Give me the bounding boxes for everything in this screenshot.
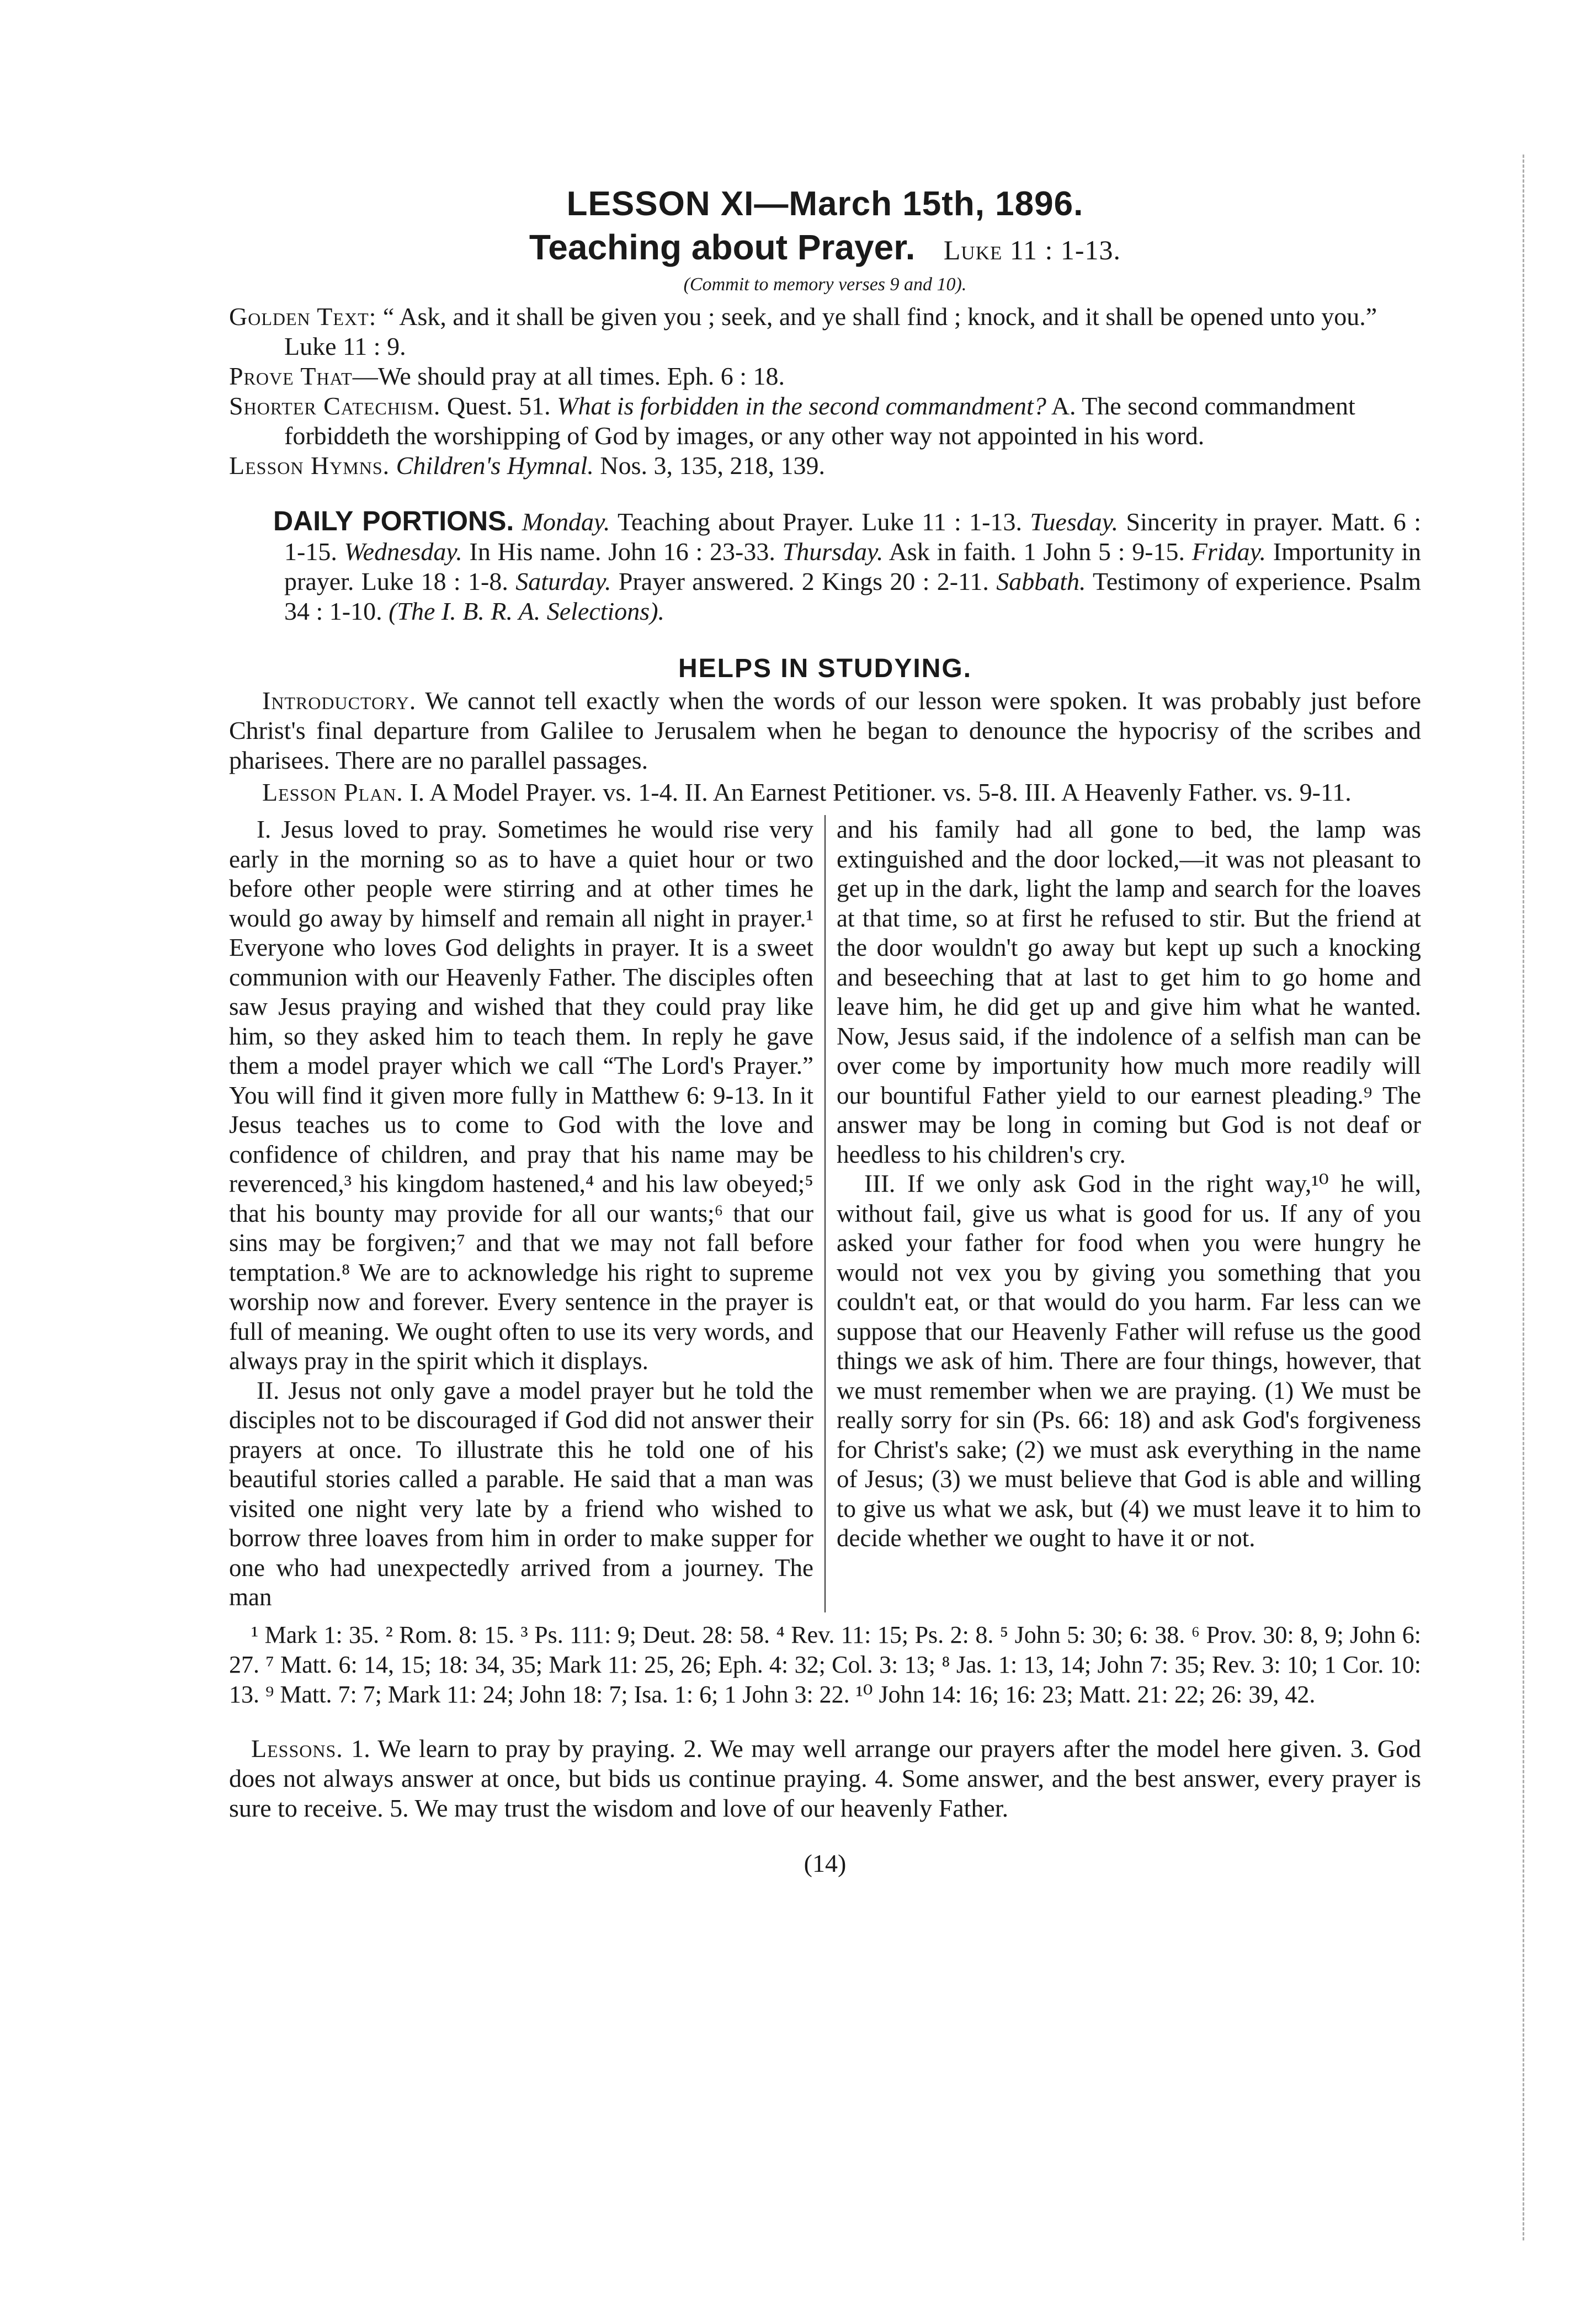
prove-that [229, 361, 1421, 391]
daily-tuesday-text: Sincerity in prayer. Matt. 6 : 1-15. [284, 508, 1421, 566]
left-column [229, 815, 824, 1612]
section-two-paragraph: II. Jesus not only gave a model prayer but he told the disciples not to be discouraged if God did not answer their prayers at once. To illustrate this he told one of his beautiful stories called a parable. He said that a man was visited one night very late by a friend who wished to borrow three loaves from him in order to make supper for one who had unexpectedly arrived from a journey. The man [229, 1376, 813, 1611]
catechism-quest: Quest. 51. [446, 392, 551, 420]
shorter-catechism [229, 391, 1421, 451]
daily-wednesday: Wednesday. [344, 537, 462, 566]
hymns-label: Lesson Hymns. [229, 451, 390, 480]
daily-friday: Friday. [1191, 537, 1266, 566]
memory-verse-note: (Commit to memory verses 9 and 10). [683, 274, 967, 295]
page-number: (14) [804, 1849, 847, 1877]
daily-portions [229, 506, 1421, 626]
daily-saturday-text: Prayer answered. 2 Kings 20 : 2-11. [618, 567, 989, 595]
lesson-plan-label: Lesson Plan. [262, 778, 403, 806]
introductory-label: Introductory. [262, 686, 417, 715]
hymns-book: Children's Hymnal. [396, 451, 594, 480]
introductory-body: We cannot tell exactly when the words of our lesson were spoken. It was probably just before Christ's final departure from Galilee to Jerusalem when he began to denounce the hypocrisy of the scribes and pharisees. There are no parallel passages. [229, 686, 1421, 774]
document-page [229, 182, 1421, 1878]
section-three-paragraph: III. If we only ask God in the right way,¹⁰ he will, without fail, give us what is good for us. If any of you asked your father for food when you were hungry he would not vex you by giving you something that you couldn't eat, or that would do you harm. Far less can we suppose that our Heavenly Father will refuse us the good things we ask of him. There are four things, however, that we must remember when we are praying. (1) We must be really sorry for sin (Ps. 66: 18) and ask God's forgiveness for Christ's sake; (2) we must ask everything in the name of Jesus; (3) we must believe that God is able and willing to give us what we ask, but (4) we must leave it to him to decide whether we ought to have it or not. [837, 1170, 1421, 1552]
catechism-answer: A. The second commandment forbiddeth the worshipping of God by images, or any other way not appointed in his word. [284, 392, 1355, 450]
scripture-reference: Luke 11 : 1-13. [943, 235, 1121, 265]
lesson-plan [229, 778, 1421, 807]
lesson-title: LESSON XI—March 15th, 1896. [566, 185, 1084, 223]
page-edge-marks [1519, 155, 1524, 2240]
daily-thursday: Thursday. [782, 537, 884, 566]
daily-friday-text: Importunity in prayer. Luke 18 : 1-8. [284, 537, 1422, 595]
daily-sabbath: Sabbath. [996, 567, 1086, 595]
prove-that-label: Prove That [229, 362, 353, 390]
daily-monday-text: Teaching about Prayer. Luke 11 : 1-13. [618, 508, 1022, 536]
golden-text-body: “ Ask, and it shall be given you ; seek, and ye shall find ; knock, and it shall be opened unto you.” Luke 11 : 9. [284, 302, 1377, 360]
lesson-hymns [229, 451, 1421, 481]
daily-tuesday: Tuesday. [1030, 508, 1119, 536]
lessons-label: Lessons. [251, 1734, 343, 1763]
daily-saturday: Saturday. [515, 567, 611, 595]
lessons [229, 1734, 1421, 1823]
section-two-continued: and his family had all gone to bed, the lamp was extinguished and the door locked,—it was not pleasant to get up in the dark, light the lamp and search for the loaves at that time, so at first he refused to stir. But the friend at the door wouldn't go away but kept up such a knocking and beseeching that at last to get him to go home and leave him, he did get up and give him what he wanted. Now, Jesus said, if the indolence of a selfish man can be over come by importunity how much more readily will our bountiful Father yield to our earnest pleading.⁹ The answer may be long in coming but God is not deaf or heedless to his children's cry. [837, 816, 1421, 1168]
catechism-question: What is forbidden in the second commandment? [557, 392, 1046, 420]
lessons-body: 1. We learn to pray by praying. 2. We may well arrange our prayers after the model here given. 3. God does not always answer at once, but bids us continue praying. 4. Some answer, and the best answer, every prayer is sure to receive. 5. We may trust the wisdom and love of our heavenly Father. [229, 1734, 1421, 1822]
golden-text-label: Golden Text: [229, 302, 377, 331]
hymns-numbers: Nos. 3, 135, 218, 139. [600, 451, 826, 480]
daily-thursday-text: Ask in faith. 1 John 5 : 9-15. [889, 537, 1185, 566]
two-column-commentary [229, 815, 1421, 1612]
footnotes: ¹ Mark 1: 35. ² Rom. 8: 15. ³ Ps. 111: 9; Deut. 28: 58. ⁴ Rev. 11: 15; Ps. 2: 8. ⁵ John 5: 30; 6: 38. ⁶ Prov. 30: 8, 9; John 6: 27. ⁷ Matt. 6: 14, 15; 18: 34, 35; Mark 11: 25, 26; Eph. 4: 32; Col. 3: 13; ⁸ Jas. 1: 13, 14; John 7: 35; Rev. 3: 10; 1 Cor. 10: 13. ⁹ Matt. 7: 7; Mark 11: 24; John 18: 7; Isa. 1: 6; 1 John 3: 22. ¹⁰ John 14: 16; 16: 23; Matt. 21: 22; 26: 39, 42. [229, 1621, 1421, 1708]
prove-that-body: —We should pray at all times. Eph. 6 : 18. [352, 362, 785, 390]
helps-heading: HELPS IN STUDYING. [678, 654, 972, 683]
catechism-label: Shorter Catechism. [229, 392, 441, 420]
section-one-paragraph: I. Jesus loved to pray. Sometimes he would rise very early in the morning so as to have a quiet hour or two before other people were stirring and at other times he would go away by himself and remain all night in prayer.¹ Everyone who loves God delights in prayer. It is a sweet communion with our Heavenly Father. The disciples often saw Jesus praying and wished that they could pray like him, so they asked him to teach them. In reply he gave them a model prayer which we call “The Lord's Prayer.” You will find it given more fully in Matthew 6: 9-13. In it Jesus teaches us to come to God with the love and confidence of children, and pray that his name may be reverenced,³ his kingdom hastened,⁴ and his law obeyed;⁵ that his bounty may provide for all our wants;⁶ that our sins may be forgiven;⁷ and that we may not fall before temptation.⁸ We are to acknowledge his right to supreme worship now and forever. Every sentence in the prayer is full of meaning. We ought often to use its very words, and always pray in the spirit which it displays. [229, 816, 813, 1375]
daily-monday: Monday. [522, 508, 610, 536]
subtitle-line [229, 226, 1421, 272]
golden-text [229, 302, 1421, 361]
introductory [229, 686, 1421, 775]
daily-portions-label: DAILY PORTIONS. [273, 505, 514, 536]
daily-selections: (The I. B. R. A. Selections). [389, 597, 665, 625]
lesson-plan-body: I. A Model Prayer. vs. 1-4. II. An Earnest Petitioner. vs. 5-8. III. A Heavenly Father. vs. 9-11. [409, 778, 1352, 806]
lesson-subtitle: Teaching about Prayer. [529, 227, 916, 267]
daily-wednesday-text: In His name. John 16 : 23-33. [469, 537, 775, 566]
daily-sabbath-text: Testimony of experience. Psalm 34 : 1-10. [284, 567, 1421, 625]
right-column [824, 815, 1421, 1612]
